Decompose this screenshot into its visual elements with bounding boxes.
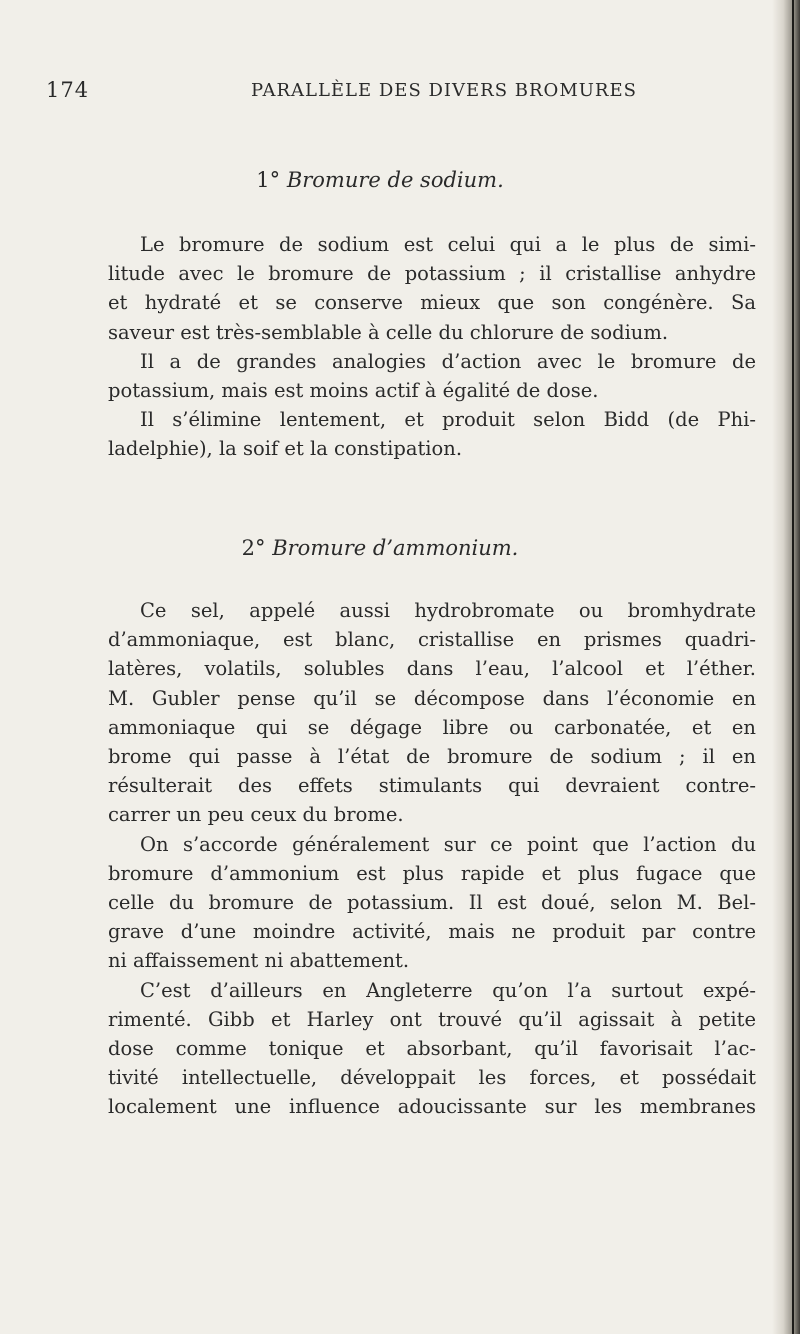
text-line: M. Gubler pense qu’il se décompose dans l’économie en xyxy=(108,686,756,710)
section-number: 2° xyxy=(241,536,266,560)
text-line: ladelphie), la soif et la constipation. xyxy=(108,437,463,461)
text-line: C’est d’ailleurs en Angleterre qu’on l’a surtout expé- xyxy=(140,978,756,1002)
page-number: 174 xyxy=(46,78,90,102)
text-line: Il s’élimine lentement, et produit selon Bidd (de Phi- xyxy=(140,408,756,432)
text-line: carrer un peu ceux du brome. xyxy=(108,803,404,827)
running-title: PARALLÈLE DES DIVERS BROMURES xyxy=(251,80,637,101)
section-number: 1° xyxy=(256,168,281,192)
text-line: potassium, mais est moins actif à égalité de dose. xyxy=(108,379,599,402)
page-edge xyxy=(792,0,794,1334)
text-line: Le bromure de sodium est celui qui a le plus de simi- xyxy=(140,233,756,256)
paragraph xyxy=(108,976,756,1122)
text-line: tivité intellectuelle, développait les forces, et possédait xyxy=(108,1066,756,1090)
section-name: Bromure d’ammonium. xyxy=(272,536,519,560)
section-name: Bromure de sodium. xyxy=(286,168,504,192)
paragraph xyxy=(108,405,756,463)
text-line: et hydraté et se conserve mieux que son congénère. Sa xyxy=(108,291,756,315)
text-line: d’ammoniaque, est blanc, cristallise en prismes quadri- xyxy=(108,628,756,652)
section-title-sodium xyxy=(0,168,800,192)
text-line: celle du bromure de potassium. Il est doué, selon M. Bel- xyxy=(108,891,756,914)
text-line: grave d’une moindre activité, mais ne produit par contre xyxy=(108,920,756,944)
text-line: saveur est très-semblable à celle du chlorure de sodium. xyxy=(108,320,669,344)
text-line: On s’accorde généralement sur ce point que l’action du xyxy=(140,832,756,856)
paragraph xyxy=(108,596,756,830)
text-line: litude avec le bromure de potassium ; il cristallise anhydre xyxy=(108,262,756,286)
text-line: Ce sel, appelé aussi hydrobromate ou bromhydrate xyxy=(140,599,756,622)
text-line: bromure d’ammonium est plus rapide et plus fugace que xyxy=(108,861,756,885)
text-line: Il a de grandes analogies d’action avec le bromure de xyxy=(140,349,756,373)
text-line: latères, volatils, solubles dans l’eau, l’alcool et l’éther. xyxy=(108,657,756,681)
running-header xyxy=(46,78,740,108)
text-line: brome qui passe à l’état de bromure de sodium ; il en xyxy=(108,745,756,769)
text-line: localement une influence adoucissante sur les membranes xyxy=(108,1095,756,1119)
paragraph xyxy=(108,830,756,976)
text-line: ammoniaque qui se dégage libre ou carbonatée, et en xyxy=(108,715,756,739)
text-line: dose comme tonique et absorbant, qu’il favorisait l’ac- xyxy=(108,1037,756,1060)
text-line: résulterait des effets stimulants qui devraient contre- xyxy=(108,774,756,798)
paragraph xyxy=(108,347,756,405)
text-line: ni affaissement ni abattement. xyxy=(108,949,410,973)
paragraph xyxy=(108,230,756,347)
text-line: rimenté. Gibb et Harley ont trouvé qu’il agissait à petite xyxy=(108,1007,756,1031)
book-spine-shadow xyxy=(772,0,800,1334)
section-title-ammonium xyxy=(0,536,800,560)
